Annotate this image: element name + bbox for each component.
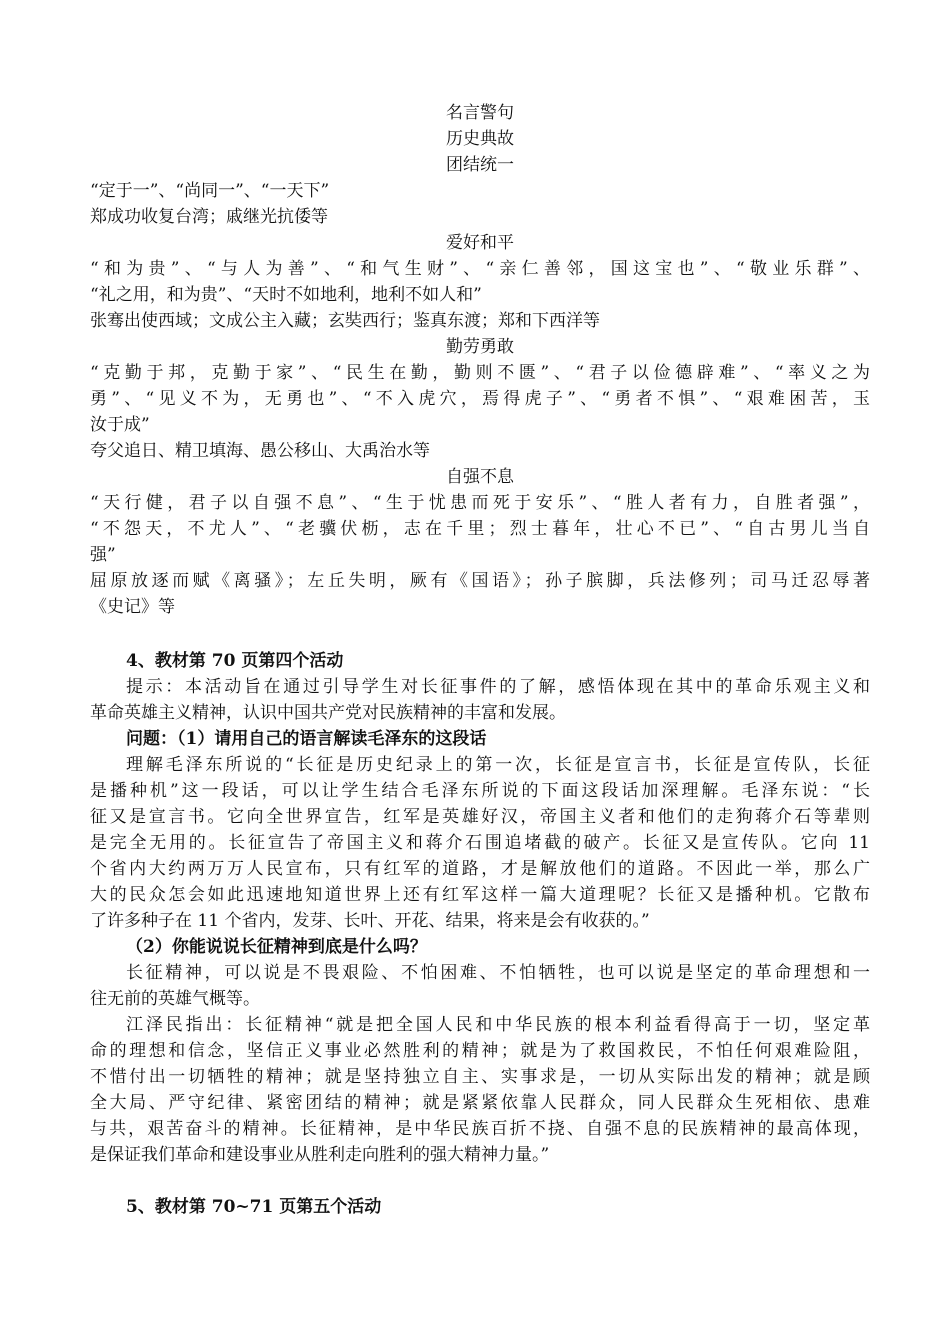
self-strengthening-quotes-line-2: “不怨天，不尤人”、“老骥伏枥，志在千里；烈士暮年，壮心不已”、“自古男儿当自 [90, 519, 870, 539]
answer-3-line-5: 与共，艰苦奋斗的精神。长征精神，是中华民族百折不挠、自强不息的民族精神的最高体现， [90, 1119, 870, 1139]
diligence-quotes-line-1: “克勤于邦，克勤于家”、“民生在勤，勤则不匮”、“君子以俭德辟难”、“率义之为 [90, 363, 870, 383]
section-5-title: 5、教材第 70~71 页第五个活动 [126, 1197, 382, 1217]
heading-famous-quotes: 名言警句 [446, 103, 514, 123]
self-strengthening-stories-line-1: 屈原放逐而赋《离骚》；左丘失明，厥有《国语》；孙子膑脚，兵法修列；司马迁忍辱著 [90, 571, 870, 591]
answer-3-line-6: 是保证我们革命和建设事业从胜利走向胜利的强大精神力量。” [90, 1145, 550, 1165]
heading-self-strengthening: 自强不息 [446, 467, 514, 487]
self-strengthening-stories-line-2: 《史记》等 [90, 597, 175, 617]
section-4-hint-line-2: 革命英雄主义精神，认识中国共产党对民族精神的丰富和发展。 [90, 703, 566, 723]
diligence-stories: 夸父追日、精卫填海、愚公移山、大禹治水等 [90, 441, 430, 461]
peace-quotes-line-2: “礼之用，和为贵”、“天时不如地利，地利不如人和” [90, 285, 482, 305]
answer-3-line-2: 命的理想和信念，坚信正义事业必然胜利的精神；就是为了救国救民，不怕任何艰难险阻， [90, 1041, 870, 1061]
heading-unity: 团结统一 [446, 155, 514, 175]
self-strengthening-quotes-line-3: 强” [90, 545, 116, 565]
section-4-hint-line-1: 提示：本活动旨在通过引导学生对长征事件的了解，感悟体现在其中的革命乐观主义和 [126, 677, 870, 697]
heading-peace: 爱好和平 [446, 233, 514, 253]
diligence-quotes-line-3: 汝于成” [90, 415, 150, 435]
answer-1-line-3: 征又是宣言书。它向全世界宣告，红军是英雄好汉，帝国主义者和他们的走狗蒋介石等辈则 [90, 807, 870, 827]
self-strengthening-quotes-line-1: “天行健，君子以自强不息”、“生于忧患而死于安乐”、“胜人者有力，自胜者强”， [90, 493, 870, 513]
answer-2-line-2: 往无前的英雄气概等。 [90, 989, 260, 1009]
unity-stories: 郑成功收复台湾；戚继光抗倭等 [90, 207, 328, 227]
answer-3-line-1: 江泽民指出：长征精神“就是把全国人民和中华民族的根本利益看得高于一切，坚定革 [126, 1015, 870, 1035]
heading-diligence: 勤劳勇敢 [446, 337, 514, 357]
answer-1-line-2: 是播种机”这一段话，可以让学生结合毛泽东所说的下面这段话加深理解。毛泽东说：“长 [90, 781, 870, 801]
answer-1-line-5: 个省内大约两万万人民宣布，只有红军的道路，才是解放他们的道路。不因此一举，那么广 [90, 859, 870, 879]
answer-1-line-7: 了许多种子在 11 个省内，发芽、长叶、开花、结果，将来是会有收获的。” [90, 911, 650, 931]
answer-1-line-6: 大的民众怎会如此迅速地知道世界上还有红军这样一篇大道理呢？长征又是播种机。它散布 [90, 885, 870, 905]
unity-quotes: “定于一”、“尚同一”、“一天下” [90, 181, 330, 201]
peace-quotes-line-1: “和为贵”、“与人为善”、“和气生财”、“亲仁善邻，国这宝也”、“敬业乐群”、 [90, 259, 870, 279]
peace-stories: 张骞出使西域；文成公主入藏；玄奘西行；鉴真东渡；郑和下西洋等 [90, 311, 600, 331]
section-4-title: 4、教材第 70 页第四个活动 [126, 651, 344, 671]
answer-1-line-1: 理解毛泽东所说的“长征是历史纪录上的第一次，长征是宣言书，长征是宣传队，长征 [126, 755, 870, 775]
answer-1-line-4: 是完全无用的。长征宣告了帝国主义和蒋介石围追堵截的破产。长征又是宣传队。它向 11 [90, 833, 870, 853]
diligence-quotes-line-2: 勇”、“见义不为，无勇也”、“不入虎穴，焉得虎子”、“勇者不惧”、“艰难困苦，玉 [90, 389, 870, 409]
answer-2-line-1: 长征精神，可以说是不畏艰险、不怕困难、不怕牺牲，也可以说是坚定的革命理想和一 [126, 963, 870, 983]
heading-historical-stories: 历史典故 [446, 129, 514, 149]
answer-3-line-3: 不惜付出一切牺牲的精神；就是坚持独立自主、实事求是，一切从实际出发的精神；就是顾 [90, 1067, 870, 1087]
question-2: （2）你能说说长征精神到底是什么吗？ [126, 937, 427, 957]
answer-3-line-4: 全大局、严守纪律、紧密团结的精神；就是紧紧依靠人民群众，同人民群众生死相依、患难 [90, 1093, 870, 1113]
question-1: 问题：（1）请用自己的语言解读毛泽东的这段话 [126, 729, 487, 749]
